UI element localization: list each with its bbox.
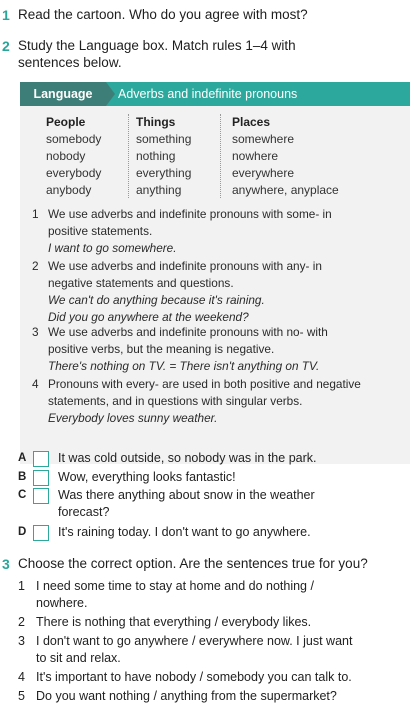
sentence-letter: A bbox=[18, 452, 27, 464]
item-text: I don't want to go anywhere / everywhere now. I just want bbox=[36, 634, 353, 648]
column-things bbox=[136, 114, 191, 199]
sentence-text: It was cold outside, so nobody was in the park. bbox=[58, 451, 317, 465]
column-divider bbox=[220, 114, 221, 198]
column-divider bbox=[128, 114, 129, 198]
column-people bbox=[46, 114, 101, 199]
column-item: nobody bbox=[46, 149, 86, 163]
answer-checkbox[interactable] bbox=[33, 488, 49, 504]
rule-text: We use adverbs and indefinite pronouns with no- with bbox=[48, 325, 328, 339]
rule-text: negative statements and questions. bbox=[48, 276, 234, 290]
rule-example: I want to go somewhere. bbox=[48, 241, 177, 255]
exercise-2-instruction-line-2: sentences below. bbox=[18, 55, 122, 70]
sentence-text: Was there anything about snow in the weather bbox=[58, 488, 315, 502]
language-box-title: Adverbs and indefinite pronouns bbox=[118, 87, 298, 101]
sentence-text: Wow, everything looks fantastic! bbox=[58, 470, 236, 484]
column-item: nothing bbox=[136, 149, 176, 163]
item-text: nowhere. bbox=[36, 596, 88, 610]
column-header-things: Things bbox=[136, 115, 176, 129]
rule-example: Did you go anywhere at the weekend? bbox=[48, 310, 249, 324]
rule-text: We use adverbs and indefinite pronouns with some- in bbox=[48, 207, 332, 221]
rule-number: 1 bbox=[32, 207, 39, 221]
exercise-2-number: 2 bbox=[2, 38, 10, 54]
rule-number: 3 bbox=[32, 325, 39, 339]
exercise-1-instruction: Read the cartoon. Who do you agree with most? bbox=[18, 7, 308, 22]
language-box-label: Language bbox=[20, 82, 106, 106]
column-item: somewhere bbox=[232, 132, 295, 146]
sentence-letter: B bbox=[18, 471, 27, 483]
column-header-places: Places bbox=[232, 115, 271, 129]
item-text: It's important to have nobody / somebody you can talk to. bbox=[36, 670, 352, 684]
exercise-2-instruction-line-1: Study the Language box. Match rules 1–4 with bbox=[18, 38, 296, 53]
exercise-1-number: 1 bbox=[2, 7, 10, 23]
rule-example: There's nothing on TV. = There isn't anything on TV. bbox=[48, 359, 320, 373]
column-item: nowhere bbox=[232, 149, 279, 163]
rule-text: positive statements. bbox=[48, 224, 153, 238]
item-number: 3 bbox=[18, 634, 25, 648]
answer-checkbox[interactable] bbox=[33, 451, 49, 467]
column-item: anything bbox=[136, 183, 182, 197]
rule-text: statements, and in questions with singular verbs. bbox=[48, 394, 303, 408]
column-item: everything bbox=[136, 166, 192, 180]
column-item: anybody bbox=[46, 183, 92, 197]
sentence-letter: C bbox=[18, 489, 27, 501]
column-item: everybody bbox=[46, 166, 102, 180]
answer-checkbox[interactable] bbox=[33, 525, 49, 541]
rule-text: Pronouns with every- are used in both positive and negative bbox=[48, 377, 361, 391]
rule-text: We use adverbs and indefinite pronouns with any- in bbox=[48, 259, 322, 273]
sentence-letter: D bbox=[18, 526, 27, 538]
answer-checkbox[interactable] bbox=[33, 470, 49, 486]
language-box bbox=[20, 82, 410, 464]
column-item: everywhere bbox=[232, 166, 295, 180]
rule-example: We can't do anything because it's raining. bbox=[48, 293, 265, 307]
rule-example: Everybody loves sunny weather. bbox=[48, 411, 218, 425]
column-item: somebody bbox=[46, 132, 102, 146]
column-item: anywhere, anyplace bbox=[232, 183, 339, 197]
item-number: 1 bbox=[18, 579, 25, 593]
language-box-header bbox=[20, 82, 410, 106]
item-number: 4 bbox=[18, 670, 25, 684]
rule-number: 2 bbox=[32, 259, 39, 273]
item-text: Do you want nothing / anything from the supermarket? bbox=[36, 689, 337, 703]
column-header-people: People bbox=[46, 115, 86, 129]
sentence-text: It's raining today. I don't want to go anywhere. bbox=[58, 525, 311, 539]
rule-number: 4 bbox=[32, 377, 39, 391]
rule-text: positive verbs, but the meaning is negative. bbox=[48, 342, 275, 356]
item-text: There is nothing that everything / everybody likes. bbox=[36, 615, 312, 629]
item-text: to sit and relax. bbox=[36, 651, 121, 665]
item-number: 2 bbox=[18, 615, 25, 629]
sentence-text: forecast? bbox=[58, 505, 110, 519]
exercise-3-instruction: Choose the correct option. Are the sentences true for you? bbox=[18, 556, 368, 571]
item-text: I need some time to stay at home and do nothing / bbox=[36, 579, 314, 593]
exercise-3-number: 3 bbox=[2, 556, 10, 572]
column-places bbox=[232, 114, 339, 199]
item-number: 5 bbox=[18, 689, 25, 703]
column-item: something bbox=[136, 132, 192, 146]
